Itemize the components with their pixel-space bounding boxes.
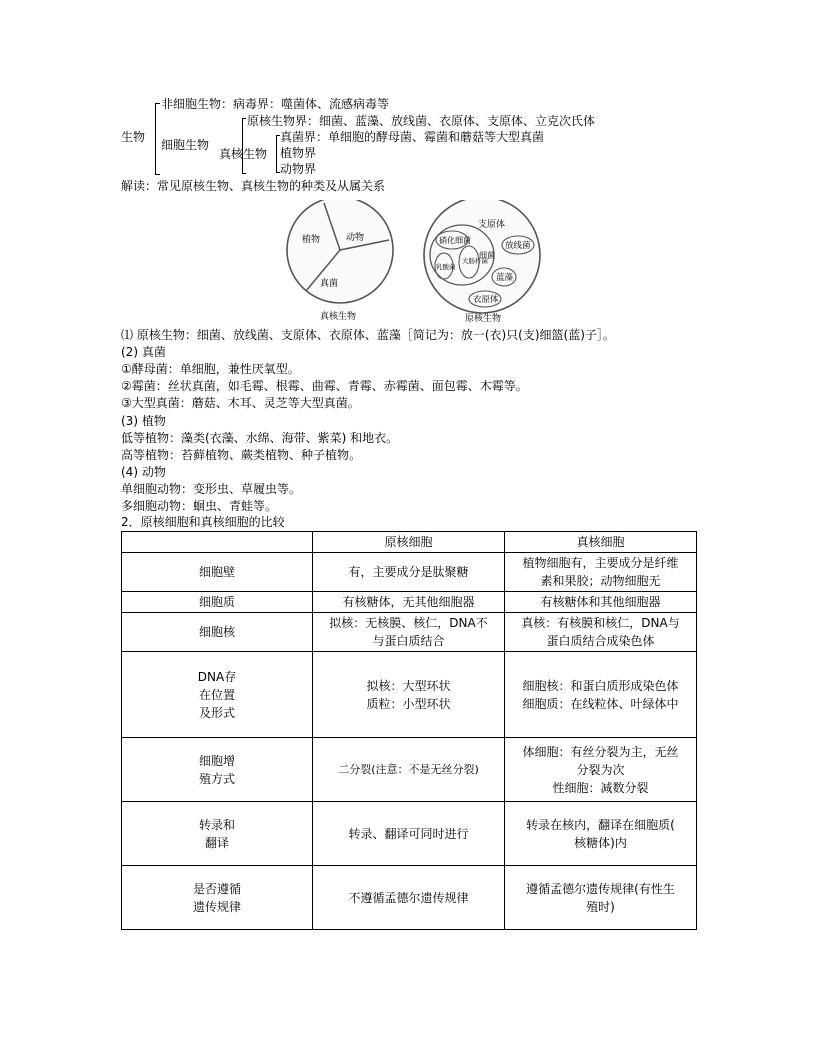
eukaryote-cell: 有核糖体和其他细胞器 xyxy=(505,592,697,613)
eukaryote-cell: 细胞核：和蛋白质形成染色体 细胞质：在线粒体、叶绿体中 xyxy=(505,652,697,738)
table-row xyxy=(122,738,697,802)
note-lower-plants: 低等植物：藻类(衣藻、水绵、海带、紫菜) 和地衣。 xyxy=(121,431,399,445)
table-header-row xyxy=(122,532,697,553)
row-label: 细胞核 xyxy=(122,613,313,652)
prokaryote-cell: 转录、翻译可同时进行 xyxy=(313,802,505,866)
row-label: 细胞壁 xyxy=(122,553,313,592)
brace-cell-top xyxy=(242,118,246,119)
prokaryote-cell: 不遵循孟德尔遗传规律 xyxy=(313,866,505,930)
note-fungi-heading: (2) 真菌 xyxy=(121,345,166,359)
prokaryote-cell: 有核糖体，无其他细胞器 xyxy=(313,592,505,613)
brace-euk-top xyxy=(276,135,280,136)
brace-eukaryote xyxy=(276,135,277,173)
note-multicellular: 多细胞动物：蛔虫、青蛙等。 xyxy=(121,499,278,513)
eukaryote-label: 真核生物 xyxy=(219,147,268,161)
prokaryote-cell: 二分裂(注意：不是无丝分裂) xyxy=(313,738,505,802)
label-nitrifying: 硝化细菌 xyxy=(439,236,471,245)
row-label: 转录和 翻译 xyxy=(122,802,313,866)
note-prokaryote: ⑴ 原核生物：细菌、放线菌、支原体、衣原体、蓝藻［简记为：放一(衣)只(支)细篮(蓝)子］。 xyxy=(121,328,615,342)
note-mold: ②霉菌：丝状真菌，如毛霉、根霉、曲霉、青霉、赤霉菌、面包霉、木霉等。 xyxy=(121,379,528,393)
brace-cell xyxy=(242,118,243,174)
label-mycoplasma: 支原体 xyxy=(478,220,506,230)
row-label: 细胞增 殖方式 xyxy=(122,738,313,802)
note-yeast: ①酵母菌：单细胞，兼性厌氧型。 xyxy=(121,362,300,376)
fungi-line: 真菌界：单细胞的酵母菌、霉菌和蘑菇等大型真菌 xyxy=(280,130,545,144)
caption-prokaryotes: 原核生物 xyxy=(465,314,502,324)
label-lactobacillus: 乳酸菌 xyxy=(436,263,456,271)
brace-cell-bottom xyxy=(242,173,246,174)
note-plants-heading: (3) 植物 xyxy=(121,414,166,428)
label-animals: 动物 xyxy=(346,233,365,243)
table-row xyxy=(122,592,697,613)
root-label: 生物 xyxy=(121,130,146,144)
section-heading: 2．原核细胞和真核细胞的比较 xyxy=(121,515,285,529)
classification-figures xyxy=(282,200,542,325)
noncell-line: 非细胞生物：病毒界：噬菌体、流感病毒等 xyxy=(161,97,390,111)
animals-label: 动物界 xyxy=(280,162,317,176)
eukaryote-cell: 遵循孟德尔遗传规律(有性生 殖时) xyxy=(505,866,697,930)
header-cell: 真核细胞 xyxy=(505,532,697,553)
header-cell: 原核细胞 xyxy=(313,532,505,553)
header-cell xyxy=(122,532,313,553)
note-large-fungi: ③大型真菌：蘑菇、木耳、灵芝等大型真菌。 xyxy=(121,396,360,410)
label-bacteria: 细菌 xyxy=(479,251,495,260)
table-row xyxy=(122,613,697,652)
eukaryote-cell: 体细胞：有丝分裂为主，无丝 分裂为次 性细胞：减数分裂 xyxy=(505,738,697,802)
label-actinomycete: 放线菌 xyxy=(505,241,531,251)
table-row xyxy=(122,866,697,930)
note-higher-plants: 高等植物：苔藓植物、蕨类植物、种子植物。 xyxy=(121,448,362,462)
note-unicellular: 单细胞动物：变形虫、草履虫等。 xyxy=(121,482,302,496)
row-label: 是否遵循 遗传规律 xyxy=(122,866,313,930)
cell-label: 细胞生物 xyxy=(161,138,210,152)
prokaryote-line: 原核生物界：细菌、蓝藻、放线菌、衣原体、支原体、立克次氏体 xyxy=(247,114,596,128)
brace-root xyxy=(155,103,156,175)
label-cyanobacteria: 蓝藻 xyxy=(496,273,514,283)
table-row xyxy=(122,652,697,738)
brace-root-bottom xyxy=(155,174,160,175)
row-label: 细胞质 xyxy=(122,592,313,613)
brace-root-top xyxy=(155,103,160,104)
row-label: DNA存 在位置 及形式 xyxy=(122,652,313,738)
label-plants: 植物 xyxy=(302,235,321,245)
table-row xyxy=(122,553,697,592)
note-animals-heading: (4) 动物 xyxy=(121,465,166,479)
label-ecoli: 大肠杆菌 xyxy=(462,257,488,265)
interpretation: 解读：常见原核生物、真核生物的种类及从属关系 xyxy=(121,179,386,193)
prokaryote-diagram xyxy=(424,200,540,324)
eukaryote-cell: 植物细胞有，主要成分是纤维 素和果胶；动物细胞无 xyxy=(505,553,697,592)
caption-eukaryotes: 真核生物 xyxy=(320,312,357,322)
brace-euk-bottom xyxy=(276,172,280,173)
prokaryote-cell: 拟核：大型环状 质粒：小型环状 xyxy=(313,652,505,738)
eukaryote-diagram xyxy=(287,200,393,322)
prokaryote-cell: 拟核：无核膜、核仁，DNA不 与蛋白质结合 xyxy=(313,613,505,652)
label-chlamydia: 衣原体 xyxy=(473,295,499,305)
table-row xyxy=(122,802,697,866)
label-fungi: 真菌 xyxy=(320,279,339,289)
eukaryote-cell: 转录在核内，翻译在细胞质( 核糖体)内 xyxy=(505,802,697,866)
prokaryote-cell: 有，主要成分是肽聚糖 xyxy=(313,553,505,592)
comparison-table xyxy=(121,531,697,930)
plants-label: 植物界 xyxy=(280,146,317,160)
eukaryote-cell: 真核：有核膜和核仁，DNA与 蛋白质结合成染色体 xyxy=(505,613,697,652)
